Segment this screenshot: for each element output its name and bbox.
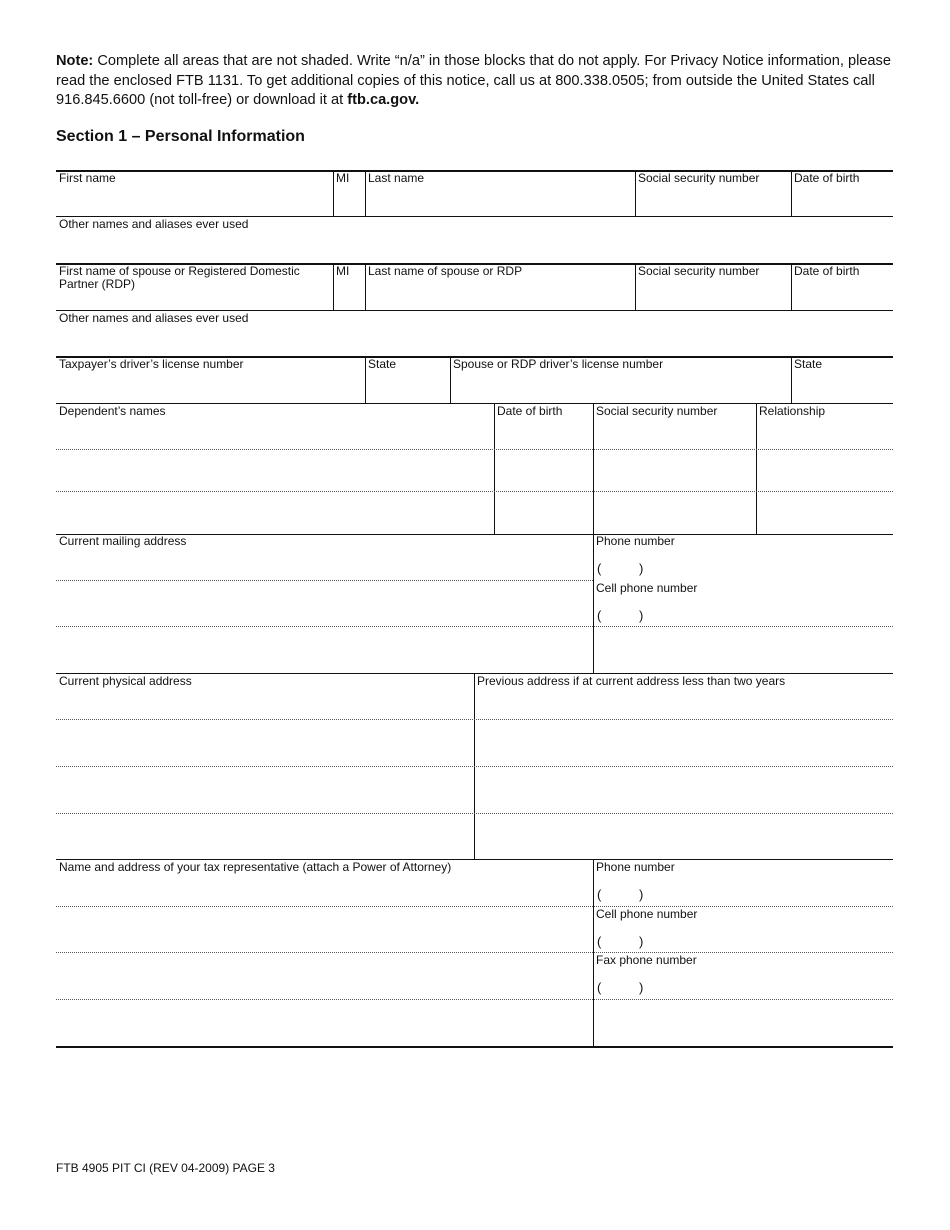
state-label: State: [368, 357, 397, 371]
tax-representative-label: Name and address of your tax representative (attach a Power of Attorney): [59, 860, 452, 874]
area-code-close: ): [639, 608, 644, 623]
rep-cell-label: Cell phone number: [596, 907, 698, 921]
taxpayer-license-label: Taxpayer’s driver’s license number: [59, 357, 244, 371]
dob-label: Date of birth: [794, 171, 860, 185]
ssn-label: Social security number: [638, 171, 760, 185]
spouse-dob-label: Date of birth: [794, 264, 860, 278]
area-code-open: (: [597, 561, 602, 576]
rep-phone-label: Phone number: [596, 860, 675, 874]
spouse-mi-label: MI: [336, 264, 350, 278]
dependents-relationship-label: Relationship: [759, 404, 826, 418]
dependents-dob-label: Date of birth: [497, 404, 563, 418]
mailing-cell-label: Cell phone number: [596, 581, 698, 595]
area-code-close: ): [639, 980, 644, 995]
spouse-first-name-label: First name of spouse or Registered Domestic Partner (RDP): [59, 264, 300, 291]
area-code-close: ): [639, 561, 644, 576]
personal-information-form: [56, 170, 893, 1047]
mi-label: MI: [336, 171, 350, 185]
area-code-close: ): [639, 934, 644, 949]
note-website: ftb.ca.gov.: [347, 92, 420, 108]
area-code-open: (: [597, 934, 602, 949]
area-code-open: (: [597, 608, 602, 623]
previous-address-label: Previous address if at current address less than two years: [477, 674, 786, 688]
rep-fax-label: Fax phone number: [596, 953, 697, 967]
mailing-phone-label: Phone number: [596, 534, 675, 548]
area-code-open: (: [597, 887, 602, 902]
note-body: Complete all areas that are not shaded. Write “n/a” in those blocks that do not apply. For Privacy Notice information, please read the enclosed FTB 1131. To get additional copies of this notice, call us at 800.338.0505; from outside the United States call 916.845.6600 (not toll-free) or download it at: [56, 53, 891, 108]
instructions-note: [56, 52, 906, 111]
dependents-names-label: Dependent’s names: [59, 404, 166, 418]
area-code-open: (: [597, 980, 602, 995]
note-lead: Note:: [56, 53, 94, 69]
first-name-label: First name: [59, 171, 116, 185]
aliases-label: Other names and aliases ever used: [59, 217, 249, 231]
section-title: Section 1 – Personal Information: [56, 128, 305, 145]
spouse-state-label: State: [794, 357, 823, 371]
spouse-license-label: Spouse or RDP driver’s license number: [453, 357, 664, 371]
area-code-close: ): [639, 887, 644, 902]
last-name-label: Last name: [368, 171, 425, 185]
spouse-last-name-label: Last name of spouse or RDP: [368, 264, 523, 278]
form-footer: FTB 4905 PIT CI (REV 04-2009) PAGE 3: [56, 1161, 275, 1175]
mailing-address-label: Current mailing address: [59, 534, 187, 548]
dependents-ssn-label: Social security number: [596, 404, 718, 418]
spouse-ssn-label: Social security number: [638, 264, 760, 278]
physical-address-label: Current physical address: [59, 674, 192, 688]
spouse-aliases-label: Other names and aliases ever used: [59, 311, 249, 325]
